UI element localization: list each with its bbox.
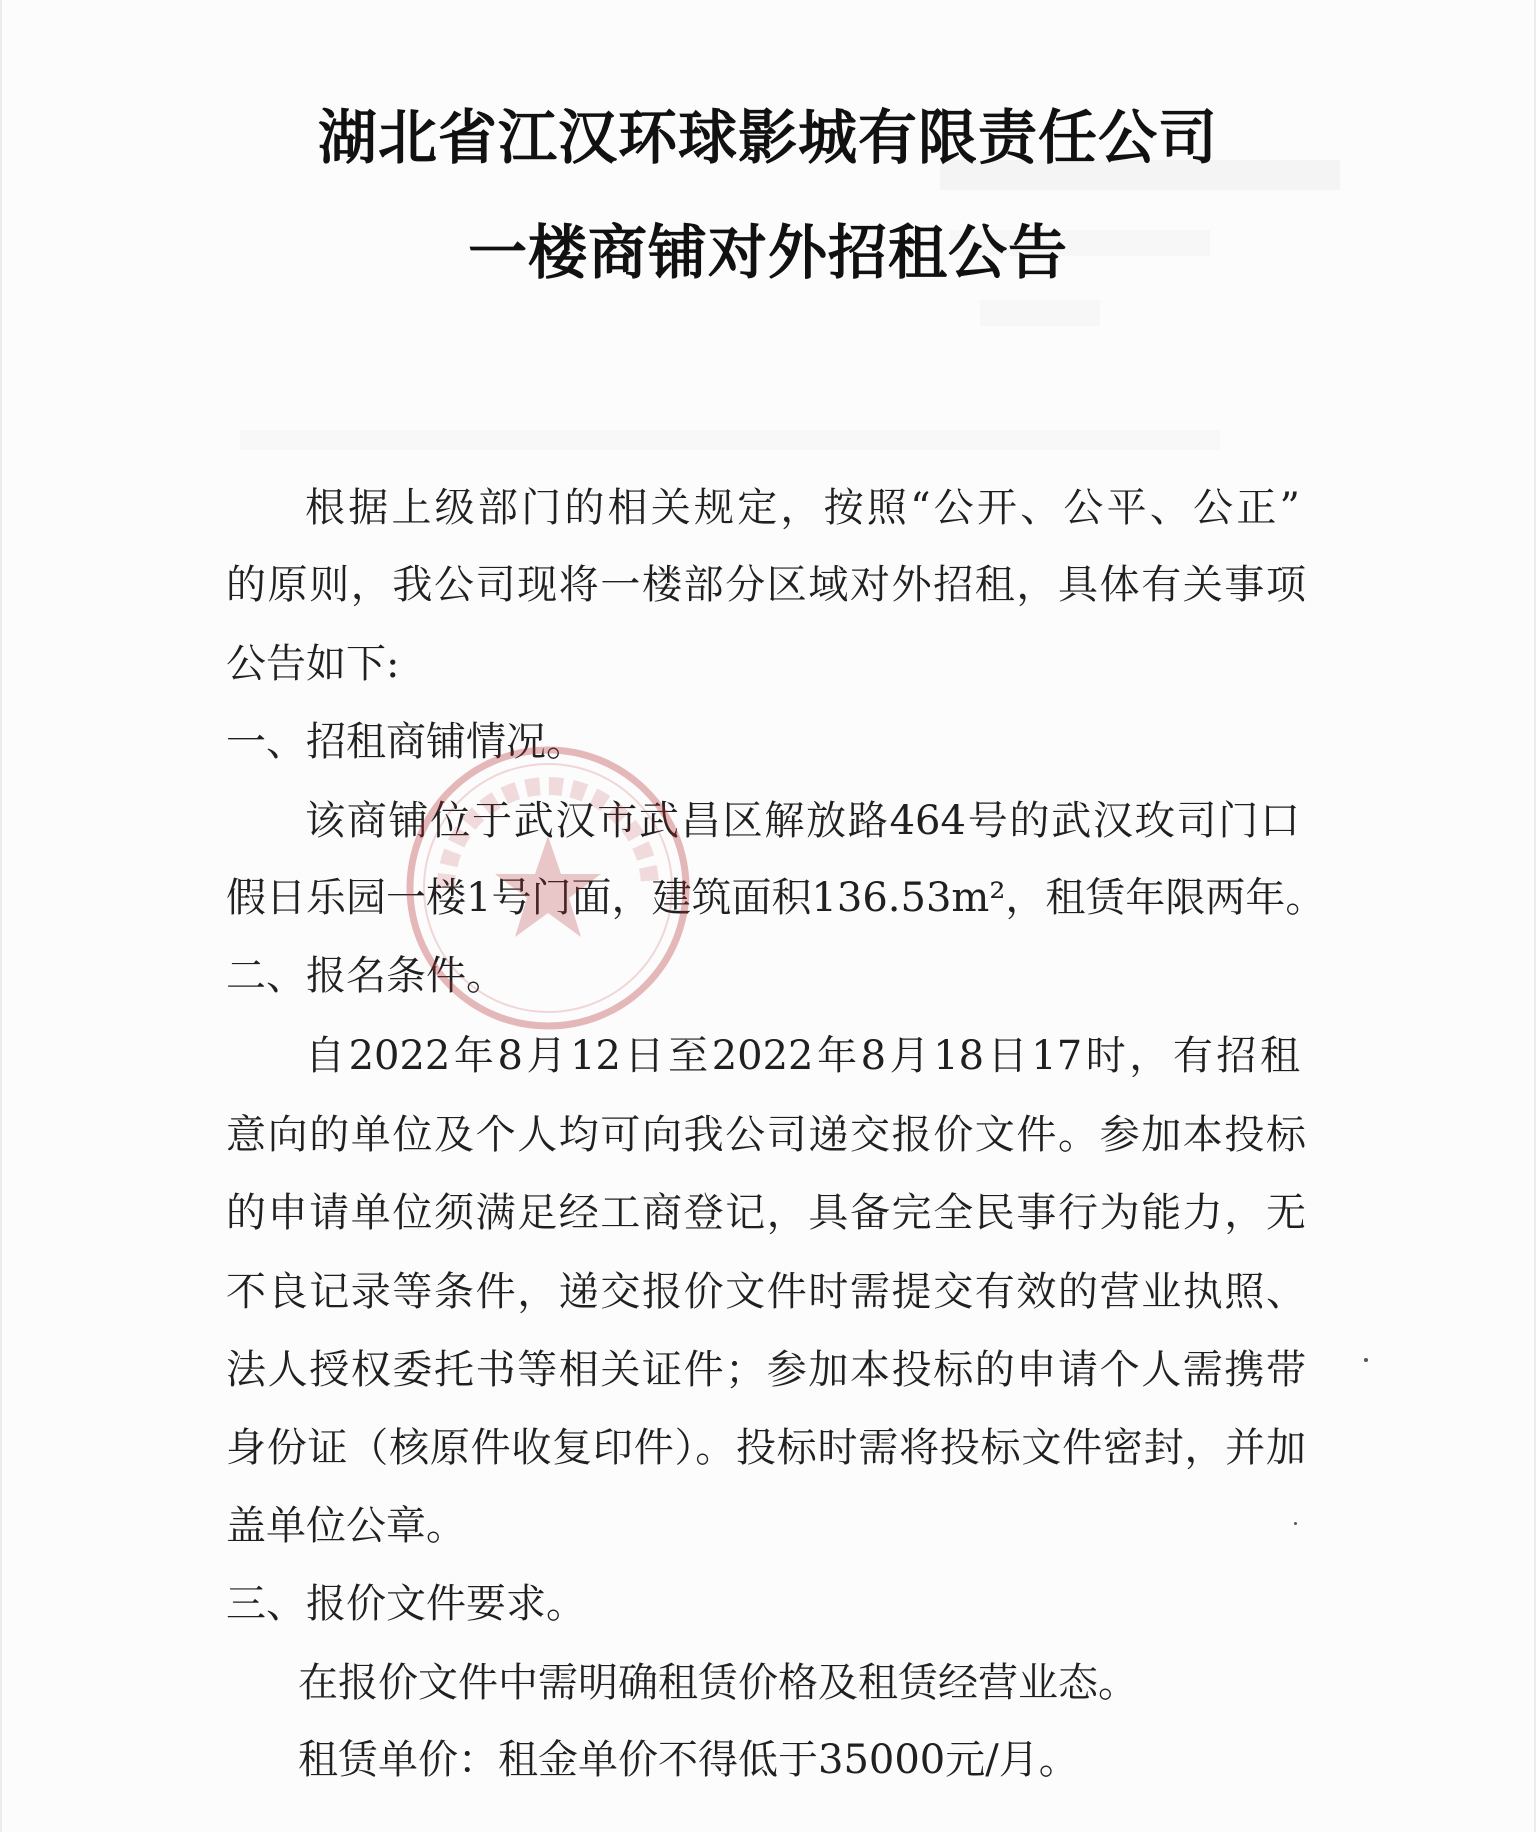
body-line-1: 根据上级部门的相关规定，按照“公开、公平、公正” [305, 485, 1300, 531]
body-line-3: 公告如下: [226, 641, 400, 687]
body-line-9: 意向的单位及个人均可向我公司递交报价文件。参加本投标 [226, 1112, 1306, 1158]
body-line-10: 的申请单位须满足经工商登记，具备完全民事行为能力，无 [226, 1190, 1306, 1236]
body-line-2: 的原则，我公司现将一楼部分区域对外招租，具体有关事项 [226, 562, 1306, 608]
body-line-12: 法人授权委托书等相关证件；参加本投标的申请个人需携带 [226, 1347, 1306, 1393]
body-line-11: 不良记录等条件，递交报价文件时需提交有效的营业执照、 [226, 1269, 1306, 1315]
body-line-13: 身份证（核原件收复印件）。投标时需将投标文件密封，并加 [226, 1425, 1306, 1471]
section-heading-2: 二、报名条件。 [226, 953, 506, 999]
body-line-8: 自2022年8月12日至2022年8月18日17时，有招租 [305, 1033, 1300, 1079]
body-line-5: 该商铺位于武汉市武昌区解放路464号的武汉玫司门口 [305, 798, 1300, 844]
body-line-17: 租赁单价：租金单价不得低于35000元/月。 [298, 1737, 1079, 1783]
document-title-line-2: 一楼商铺对外招租公告 [467, 218, 1068, 287]
body-line-6: 假日乐园一楼1号门面，建筑面积136.53m²，租赁年限两年。 [226, 875, 1326, 921]
bleed-through-shadow-2 [240, 420, 1240, 464]
body-line-16: 在报价文件中需明确租赁价格及租赁经营业态。 [298, 1660, 1138, 1706]
section-heading-3: 三、报价文件要求。 [226, 1581, 586, 1627]
paper-speck [1364, 1358, 1368, 1362]
section-heading-1: 一、招租商铺情况。 [226, 719, 586, 765]
paper-speck [1294, 1522, 1297, 1525]
document-title-line-1: 湖北省江汉环球影城有限责任公司 [317, 103, 1218, 172]
body-line-14: 盖单位公章。 [226, 1503, 466, 1549]
